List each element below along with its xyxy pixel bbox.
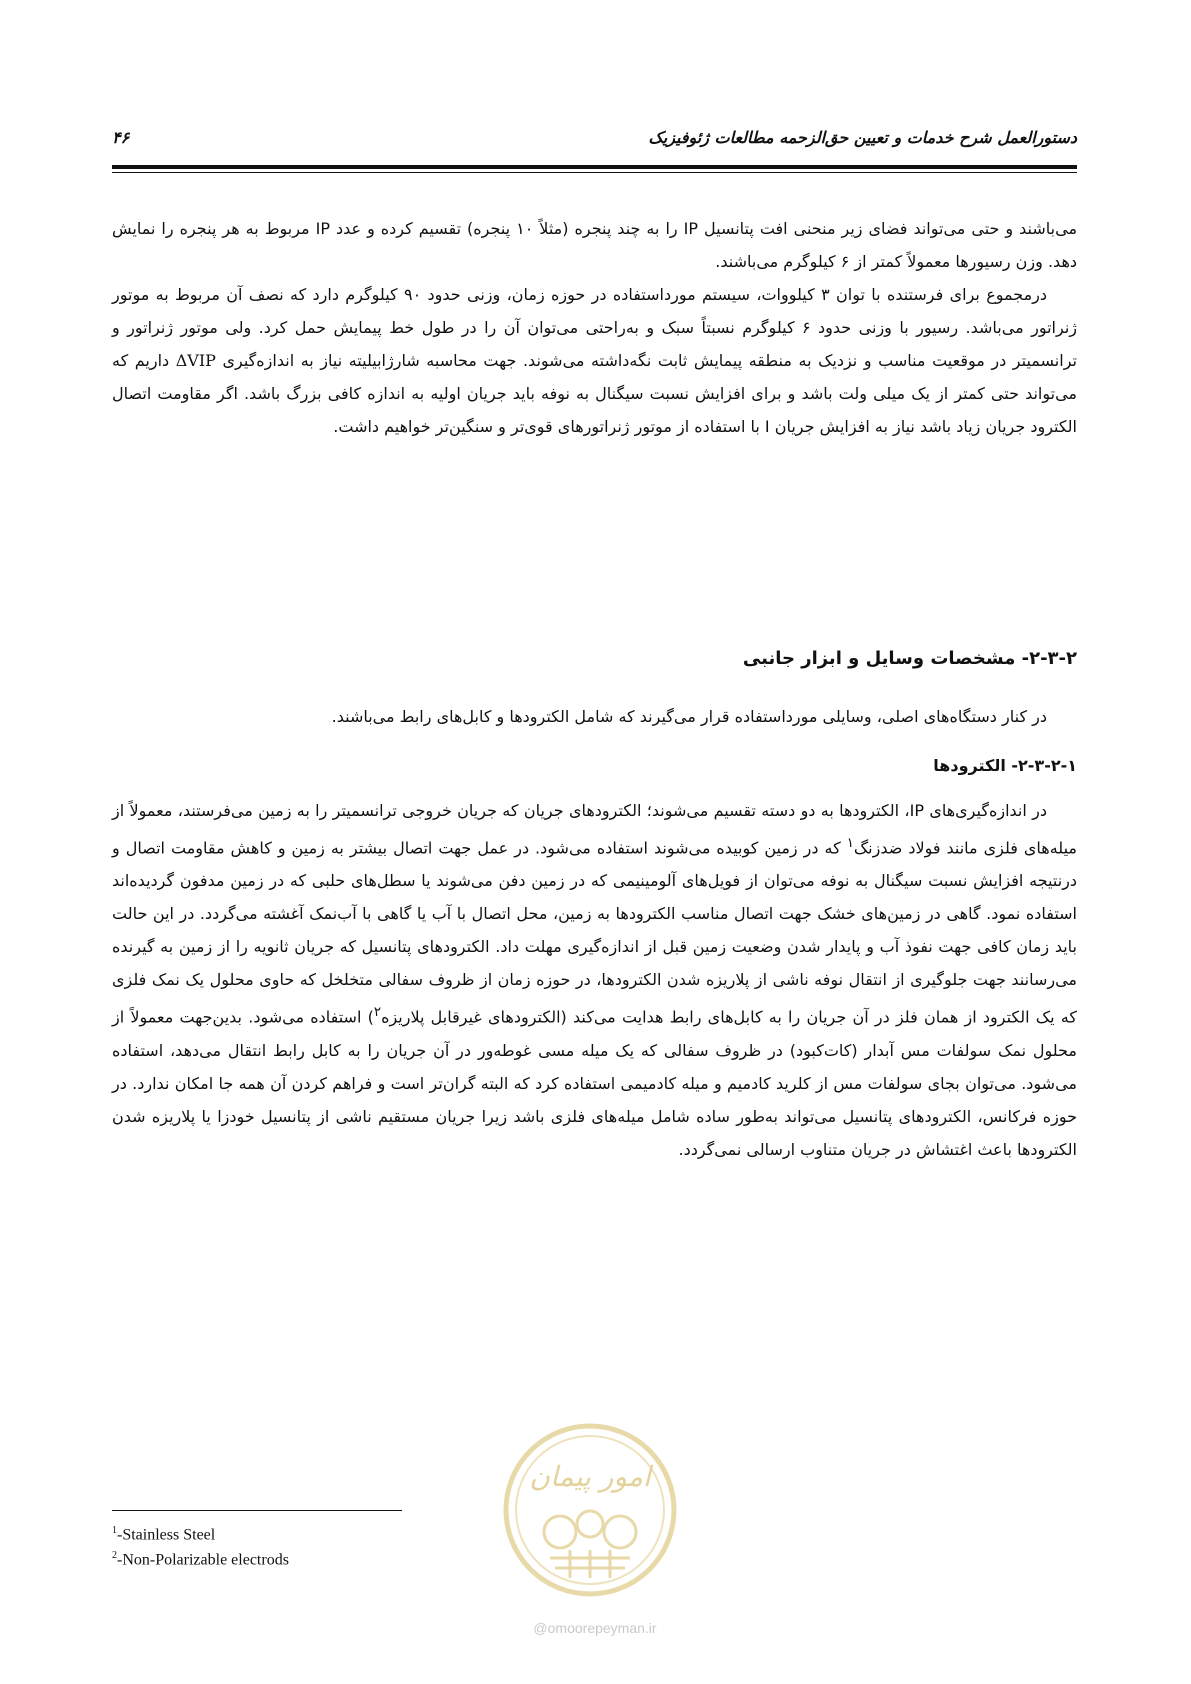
delta-vip-symbol: ΔVIP: [175, 351, 216, 370]
footnote-2-text: -Non-Polarizable electrods: [117, 1551, 289, 1569]
text-block-section-intro: [112, 700, 1077, 733]
section-heading: ۲-۳-۲- مشخصات وسایل و ابزار جانبی: [742, 648, 1077, 669]
paragraph-electrodes-part2: که در زمین کوبیده می‌شوند استفاده می‌شود. در عمل جهت اتصال بیشتر به زمین و کاهش مقاومت اتصال و درنتیجه افزایش نسبت سیگنال به نوفه می‌توان از فویل‌های آلومینیمی که در زمین دفن می‌شوند یا سطل‌های حلبی که در زمین مدفون گردیده‌اند استفاده نمود. گاهی در زمین‌های خشک جهت اتصال مناسب الکترودها به زمین، محل اتصال با آب یا گاهی با آب‌نمک آغشته می‌گردد. در این حالت باید زمان کافی جهت نفوذ آب و پایدار شدن وضعیت زمین قبل از اندازه‌گیری مهلت داد. الکترودهای پتانسیل که جریان ثانویه را از زمین به گیرنده می‌رسانند جهت جلوگیری از انتقال نوفه ناشی از پلاریزه شدن الکترودها، در حوزه زمان از ظروف سفالی متخلخل که حاوی محلول یک نمک فلزی که یک الکترود از همان فلز در آن جریان را به کابل‌های رابط هدایت می‌کند (الکترودهای غیرقابل پلاریزه: [112, 838, 1077, 1027]
footnote-separator: [112, 1510, 402, 1511]
paragraph-electrodes-part1: در اندازه‌گیری‌های IP، الکترودها به دو دسته تقسیم می‌شوند؛ الکترودهای جریان که جریان خروجی ترانسمیتر را به زمین می‌فرستند، معمولاً از میله‌های فلزی مانند فولاد ضدزنگ: [112, 801, 1078, 858]
watermark-url: @omoorepeyman.ir: [533, 1620, 657, 1636]
page-number: ۴۶: [112, 128, 130, 147]
header-rule-thin: [112, 172, 1077, 173]
text-block-intro: [112, 212, 1077, 443]
footnote-ref-1[interactable]: ۱: [846, 836, 854, 851]
paragraph-weights: [112, 278, 1077, 443]
footnote-1: [112, 1520, 289, 1545]
footnote-1-number: 1: [112, 1525, 117, 1536]
header-title: دستورالعمل شرح خدمات و تعیین حق‌الزحمه مطالعات ژئوفیزیک: [648, 128, 1077, 147]
paragraph-receiver: می‌باشند و حتی می‌تواند فضای زیر منحنی افت پتانسیل IP را به چند پنجره (مثلاً ۱۰ پنجره) تقسیم کرده و عدد IP مربوط به هر پنجره را نمایش دهد. وزن رسیورها معمولاً کمتر از ۶ کیلوگرم می‌باشند.: [112, 219, 1078, 271]
text-block-electrodes: [112, 794, 1077, 1166]
paragraph-weights-part1: درمجموع برای فرستنده با توان ۳ کیلووات، سیستم مورداستفاده در حوزه زمان، وزنی حدود ۹۰ کیلوگرم دارد که نصف آن مربوط به موتور ژنراتور می‌باشد. رسیور با وزنی حدود ۶ کیلوگرم نسبتاً سبک و به‌راحتی می‌توان آن را در طول خط پیمایش حمل کرد. ولی موتور ژنراتور و ترانسمیتر در موقعیت مناسب و نزدیک به منطقه پیمایش ثابت نگه‌داشته می‌شوند. جهت محاسبه شارژابیلیته نیاز به اندازه‌گیری: [112, 285, 1077, 370]
paragraph-weights-part2: داریم که می‌تواند حتی کمتر از یک میلی ولت باشد و برای افزایش نسبت سیگنال به نوفه باید جریان اولیه به اندازه کافی بزرگ باشد. اگر مقاومت اتصال الکترود جریان زیاد باشد نیاز به افزایش جریان I با استفاده از موتور ژنراتورهای قوی‌تر و سنگین‌تر خواهیم داشت.: [112, 351, 1077, 436]
footnote-2-number: 2: [112, 1550, 117, 1562]
paragraph-electrodes: [112, 794, 1077, 1166]
sub-section-heading: ۲-۳-۲-۱- الکترودها: [933, 756, 1077, 775]
footnote-2: [112, 1545, 289, 1570]
paragraph-section-intro: در کنار دستگاه‌های اصلی، وسایلی مورداستفاده قرار می‌گیرند که شامل الکترودها و کابل‌های رابط می‌باشند.: [331, 707, 1047, 726]
seal-watermark-icon: [500, 1420, 680, 1600]
header-rule-thick: [112, 165, 1077, 169]
footnote-ref-2[interactable]: ۲: [373, 1005, 382, 1021]
paragraph-electrodes-part3: ) استفاده می‌شود. بدین‌جهت معمولاً از محلول نمک سولفات مس آبدار (کات‌کبود) در ظروف سفالی که یک میله مسی غوطه‌ور در آن جریان را به کابل رابط انتقال می‌دهد، استفاده می‌شود. می‌توان بجای سولفات مس از کلرید کادمیم و میله کادمیمی استفاده کرد که البته گران‌تر است و فراهم کردن آن همه جا امکان ندارد. در حوزه فرکانس، الکترودهای پتانسیل می‌تواند به‌طور ساده شامل میله‌های فلزی باشد زیرا جریان مستقیم ناشی از پتانسیل خودزا یا پلاریزه شدن الکترودها باعث اغتشاش در جریان متناوب ارسالی نمی‌گردد.: [112, 1007, 1077, 1159]
page-header: [112, 128, 1077, 158]
svg-text:امور پیمان: امور پیمان: [529, 1460, 651, 1493]
footnotes: [112, 1520, 289, 1571]
footnote-1-text: -Stainless Steel: [117, 1526, 216, 1544]
